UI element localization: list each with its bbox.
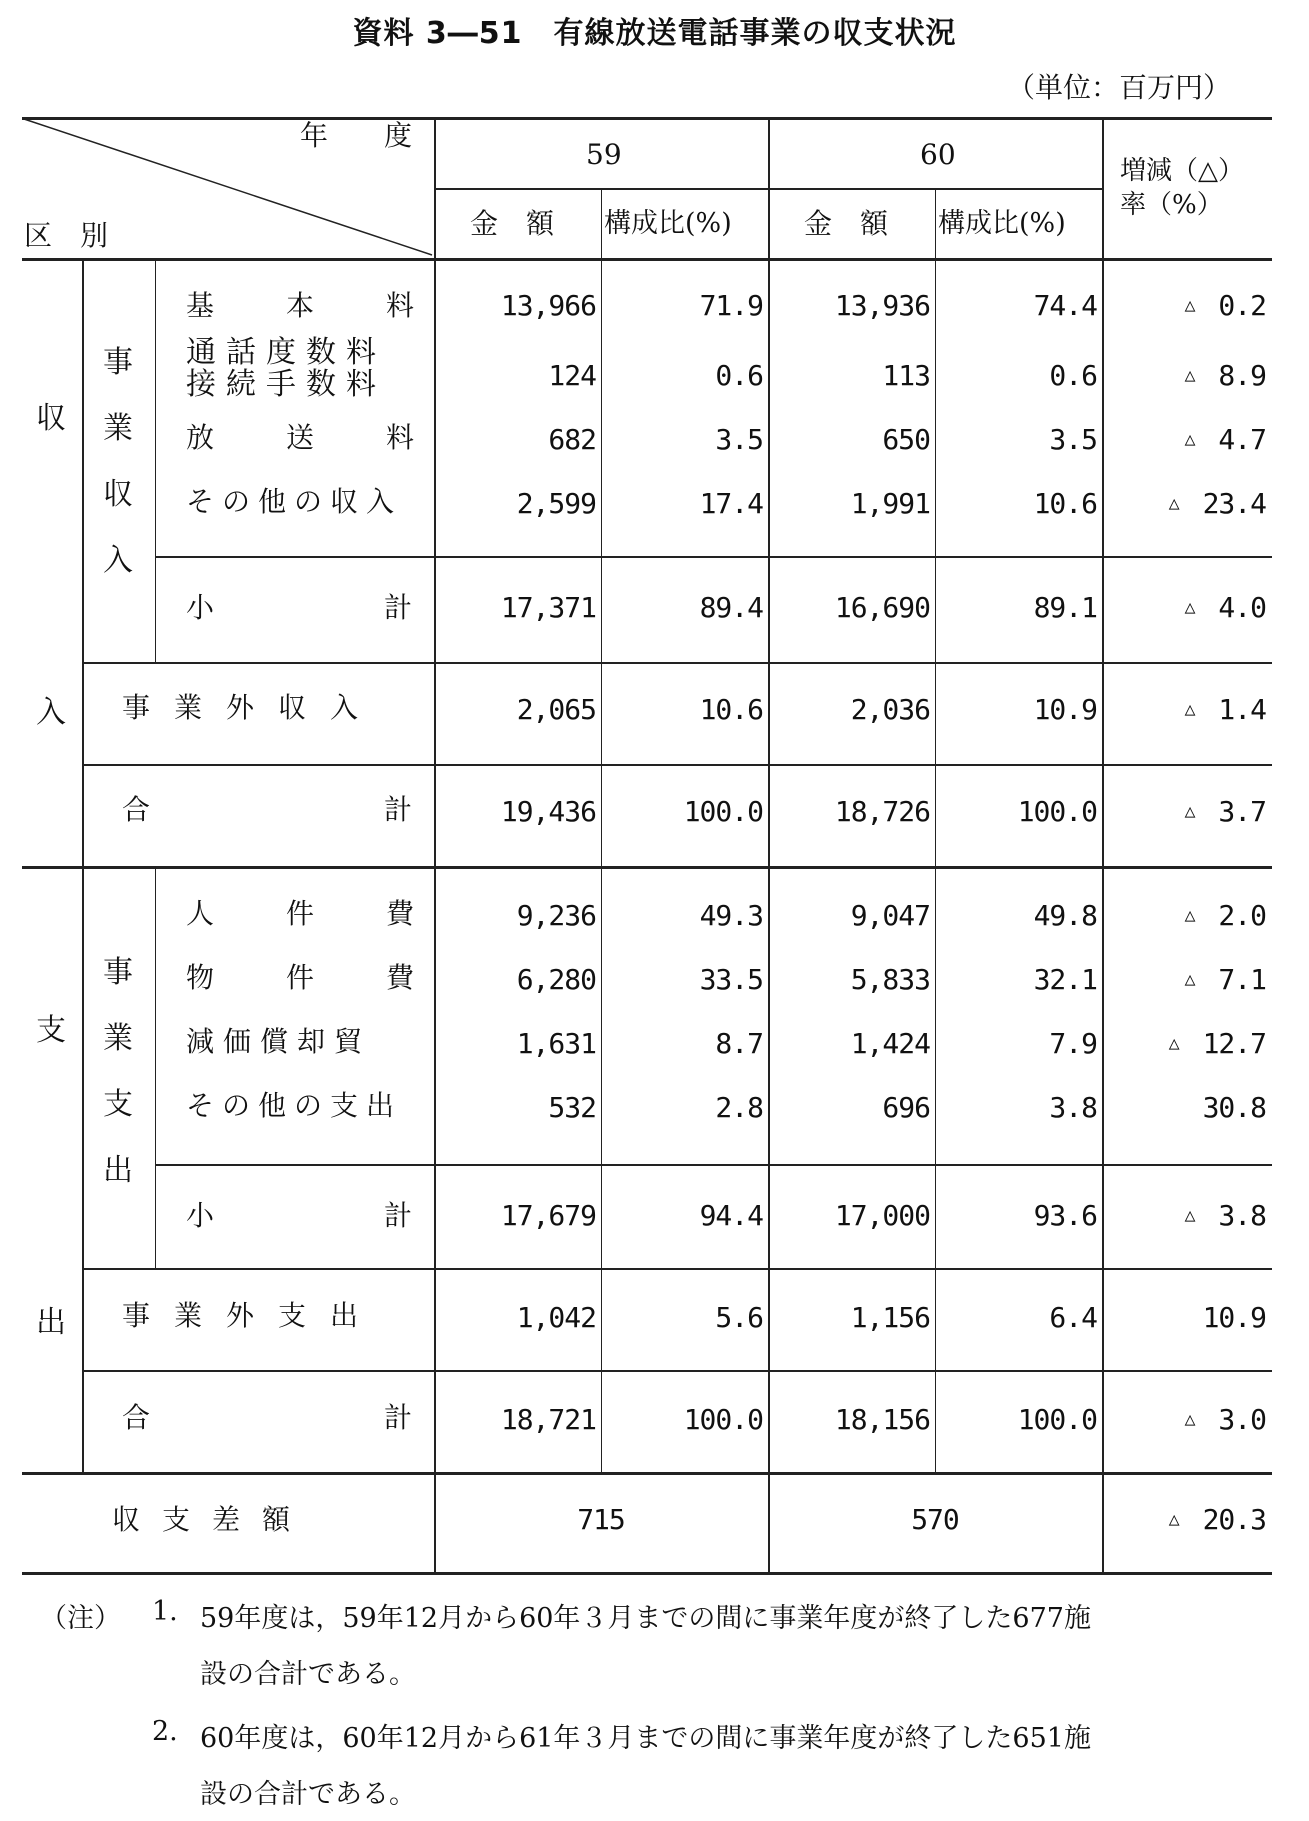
change-rate-cell xyxy=(1104,795,1266,828)
income-total-rule xyxy=(82,764,1272,766)
note-2-number: 2. xyxy=(152,1716,178,1747)
tsuwa-label-line1: 通話度数料 xyxy=(186,335,386,370)
change-rate-cell xyxy=(1104,289,1266,322)
ratio-59-cell: 17.4 xyxy=(699,487,763,520)
row-label-setsuzoku xyxy=(186,367,414,402)
amount-59-cell: 532 xyxy=(548,1091,596,1124)
row-label-sonota-in: その他の収入 xyxy=(186,485,403,518)
amount-59-cell: 17,371 xyxy=(500,591,596,624)
header-amount-59: 金 額 xyxy=(470,207,555,240)
row-label-sub-in-left: 小 xyxy=(186,591,215,624)
ratio-60-cell: 3.5 xyxy=(1049,423,1097,456)
header-change-line2: 率（%） xyxy=(1120,190,1223,220)
row-label-sub-out-right: 計 xyxy=(384,1199,413,1232)
ratio-59-cell: 5.6 xyxy=(715,1301,763,1334)
decrease-triangle: △ xyxy=(1184,905,1195,926)
amount59-divider xyxy=(601,188,602,1472)
header-amount-60: 金 額 xyxy=(804,207,889,240)
label-char: 費 xyxy=(385,961,414,994)
ratio-59-cell: 49.3 xyxy=(699,899,763,932)
note-prefix: （注） xyxy=(40,1603,121,1634)
ratio-60-cell: 32.1 xyxy=(1033,963,1097,996)
ratio-59-cell: 100.0 xyxy=(683,1403,763,1436)
change-divider xyxy=(1102,118,1104,1572)
amount-60-cell: 5,833 xyxy=(850,963,930,996)
ratio-60-cell: 100.0 xyxy=(1017,1403,1097,1436)
label-char: 料 xyxy=(385,421,414,454)
decrease-triangle: △ xyxy=(1184,365,1195,386)
change-rate-value: 4.0 xyxy=(1218,591,1266,624)
amount-59-cell: 18,721 xyxy=(500,1403,596,1436)
decrease-triangle: △ xyxy=(1168,1033,1179,1054)
expense-subtotal-rule xyxy=(155,1164,1272,1166)
header-change-line1: 増減（△） xyxy=(1120,156,1244,186)
amount-59-cell: 19,436 xyxy=(500,795,596,828)
change-rate-value: 0.2 xyxy=(1218,289,1266,322)
tsuwa-label-line2: 接続手数料 xyxy=(186,367,386,402)
label-char: 送 xyxy=(285,421,314,454)
ratio-60-cell: 10.9 xyxy=(1033,693,1097,726)
document-title: 資料 3―51 有線放送電話事業の収支状況 xyxy=(352,16,957,51)
row-label-genka: 減価償却貿 xyxy=(186,1025,372,1058)
change-rate-value: 10.9 xyxy=(1202,1301,1266,1334)
decrease-triangle: △ xyxy=(1168,1509,1179,1530)
balance-59: 715 xyxy=(577,1503,625,1536)
ratio-59-cell: 2.8 xyxy=(715,1091,763,1124)
ratio-60-cell: 0.6 xyxy=(1049,359,1097,392)
row-label-balance: 収支差額 xyxy=(112,1503,313,1536)
header-kubetsu-label: 区 別 xyxy=(24,219,109,252)
amount-60-cell: 17,000 xyxy=(834,1199,930,1232)
section-expense-bottom: 出 xyxy=(36,1305,66,1340)
expense-total-rule xyxy=(82,1370,1272,1372)
ratio-59-cell: 89.4 xyxy=(699,591,763,624)
label-column-divider xyxy=(434,118,436,1572)
change-rate-cell xyxy=(1104,359,1266,392)
expense-section-divider xyxy=(82,868,84,1472)
label-char: 基 xyxy=(186,289,215,322)
row-label-gai-out: 事業外支出 xyxy=(122,1299,383,1332)
row-label-gai-in: 事業外収入 xyxy=(122,691,383,724)
header-ratio-60: 構成比(%) xyxy=(938,208,1066,239)
note-1-number: 1. xyxy=(152,1596,178,1627)
change-rate-cell xyxy=(1104,487,1266,520)
change-rate-value: 3.8 xyxy=(1218,1199,1266,1232)
section-op-income: 事業収入 xyxy=(103,345,133,578)
header-bottom-rule xyxy=(22,258,1272,261)
amount-59-cell: 17,679 xyxy=(500,1199,596,1232)
income-subtotal-rule xyxy=(155,556,1272,558)
label-char: 料 xyxy=(385,289,414,322)
change-rate-value: 7.1 xyxy=(1218,963,1266,996)
change-rate-value: 1.4 xyxy=(1218,693,1266,726)
year-divider xyxy=(768,118,770,1572)
label-char: 本 xyxy=(285,289,314,322)
change-rate-value: 12.7 xyxy=(1202,1027,1266,1060)
amount-59-cell: 9,236 xyxy=(516,899,596,932)
change-rate-value: 2.0 xyxy=(1218,899,1266,932)
unit-label: （単位：百万円） xyxy=(1006,71,1231,104)
change-rate-value: 4.7 xyxy=(1218,423,1266,456)
row-label-kihon xyxy=(186,289,414,322)
change-rate-value: 8.9 xyxy=(1218,359,1266,392)
decrease-triangle: △ xyxy=(1184,699,1195,720)
ratio-60-cell: 10.6 xyxy=(1033,487,1097,520)
amount-59-cell: 13,966 xyxy=(500,289,596,322)
change-rate-value: 3.0 xyxy=(1218,1403,1266,1436)
ratio-60-cell: 100.0 xyxy=(1017,795,1097,828)
label-char: 費 xyxy=(385,897,414,930)
section-expense-top: 支 xyxy=(36,1013,66,1048)
balance-60: 570 xyxy=(911,1503,959,1536)
amount-60-cell: 13,936 xyxy=(834,289,930,322)
ratio-60-cell: 49.8 xyxy=(1033,899,1097,932)
section-income-top: 収 xyxy=(36,401,66,436)
ratio-59-cell: 10.6 xyxy=(699,693,763,726)
income-section-divider xyxy=(82,260,84,866)
amount-59-cell: 2,065 xyxy=(516,693,596,726)
change-rate-cell xyxy=(1104,899,1266,932)
row-label-sonota-out: その他の支出 xyxy=(186,1089,403,1122)
ratio-59-cell: 33.5 xyxy=(699,963,763,996)
ratio-60-cell: 3.8 xyxy=(1049,1091,1097,1124)
decrease-triangle: △ xyxy=(1168,493,1179,514)
note-1-line1: 59年度は，59年12月から60年３月までの間に事業年度が終了した677施 xyxy=(200,1603,1091,1634)
header-year-60: 60 xyxy=(920,138,956,171)
amount-59-cell: 124 xyxy=(548,359,596,392)
change-rate-cell xyxy=(1104,1091,1266,1124)
amount-59-cell: 682 xyxy=(548,423,596,456)
balance-top-rule xyxy=(22,1472,1272,1475)
change-rate-cell xyxy=(1104,1403,1266,1436)
balance-change-value: 20.3 xyxy=(1202,1503,1266,1536)
label-char: 放 xyxy=(186,421,215,454)
row-label-total-in-left: 合 xyxy=(122,793,151,826)
decrease-triangle: △ xyxy=(1184,429,1195,450)
amount-59-cell: 1,042 xyxy=(516,1301,596,1334)
ratio-59-cell: 8.7 xyxy=(715,1027,763,1060)
change-rate-cell xyxy=(1104,693,1266,726)
amount-59-cell: 6,280 xyxy=(516,963,596,996)
ratio-60-cell: 74.4 xyxy=(1033,289,1097,322)
note-1-line2: 設の合計である。 xyxy=(200,1659,416,1690)
change-rate-cell xyxy=(1104,591,1266,624)
ratio-59-cell: 94.4 xyxy=(699,1199,763,1232)
table-bottom-border xyxy=(22,1572,1272,1575)
amount-60-cell: 650 xyxy=(882,423,930,456)
row-label-total-in-right: 計 xyxy=(384,793,413,826)
header-year-59: 59 xyxy=(586,138,622,171)
amount-60-cell: 1,156 xyxy=(850,1301,930,1334)
balance-change xyxy=(1104,1503,1266,1536)
amount-59-cell: 2,599 xyxy=(516,487,596,520)
label-char: 人 xyxy=(186,897,215,930)
income-external-rule xyxy=(82,662,1272,664)
amount-60-cell: 1,991 xyxy=(850,487,930,520)
header-ratio-59: 構成比(%) xyxy=(604,208,732,239)
change-rate-cell xyxy=(1104,1301,1266,1334)
header-year-label: 年 度 xyxy=(300,119,413,152)
row-label-total-out-right: 計 xyxy=(384,1401,413,1434)
change-rate-cell xyxy=(1104,423,1266,456)
ratio-59-cell: 71.9 xyxy=(699,289,763,322)
row-label-jinken xyxy=(186,897,414,930)
row-label-hoso xyxy=(186,421,414,454)
note-2-line1: 60年度は，60年12月から61年３月までの間に事業年度が終了した651施 xyxy=(200,1723,1091,1754)
decrease-triangle: △ xyxy=(1184,801,1195,822)
amount-60-cell: 1,424 xyxy=(850,1027,930,1060)
decrease-triangle: △ xyxy=(1184,295,1195,316)
amount-59-cell: 1,631 xyxy=(516,1027,596,1060)
row-label-total-out-left: 合 xyxy=(122,1401,151,1434)
amount-60-cell: 16,690 xyxy=(834,591,930,624)
income-expense-divider xyxy=(22,866,1272,869)
change-rate-cell xyxy=(1104,963,1266,996)
row-label-sub-in-right: 計 xyxy=(384,591,413,624)
decrease-triangle: △ xyxy=(1184,597,1195,618)
change-rate-value: 3.7 xyxy=(1218,795,1266,828)
ratio-60-cell: 6.4 xyxy=(1049,1301,1097,1334)
ratio-60-cell: 7.9 xyxy=(1049,1027,1097,1060)
decrease-triangle: △ xyxy=(1184,1205,1195,1226)
note-2-line2: 設の合計である。 xyxy=(200,1779,416,1810)
ratio-59-cell: 0.6 xyxy=(715,359,763,392)
amount-60-cell: 18,156 xyxy=(834,1403,930,1436)
change-rate-cell xyxy=(1104,1199,1266,1232)
change-rate-cell xyxy=(1104,1027,1266,1060)
op-expense-divider xyxy=(155,868,156,1268)
ratio-60-cell: 93.6 xyxy=(1033,1199,1097,1232)
amount-60-cell: 113 xyxy=(882,359,930,392)
amount-60-cell: 696 xyxy=(882,1091,930,1124)
row-label-sub-out-left: 小 xyxy=(186,1199,215,1232)
decrease-triangle: △ xyxy=(1184,969,1195,990)
amount60-divider xyxy=(935,188,936,1472)
change-rate-value: 23.4 xyxy=(1202,487,1266,520)
row-label-tsuwa xyxy=(186,335,414,370)
section-op-expense: 事業支出 xyxy=(103,955,133,1188)
ratio-59-cell: 100.0 xyxy=(683,795,763,828)
ratio-60-cell: 89.1 xyxy=(1033,591,1097,624)
expense-external-rule xyxy=(82,1268,1272,1270)
amount-60-cell: 2,036 xyxy=(850,693,930,726)
section-income-bottom: 入 xyxy=(36,695,66,730)
label-char: 件 xyxy=(285,897,314,930)
ratio-59-cell: 3.5 xyxy=(715,423,763,456)
amount-60-cell: 18,726 xyxy=(834,795,930,828)
change-rate-value: 30.8 xyxy=(1202,1091,1266,1124)
label-char: 件 xyxy=(285,961,314,994)
amount-60-cell: 9,047 xyxy=(850,899,930,932)
label-char: 物 xyxy=(186,961,215,994)
row-label-butsuken xyxy=(186,961,414,994)
op-income-divider xyxy=(155,260,156,662)
decrease-triangle: △ xyxy=(1184,1409,1195,1430)
